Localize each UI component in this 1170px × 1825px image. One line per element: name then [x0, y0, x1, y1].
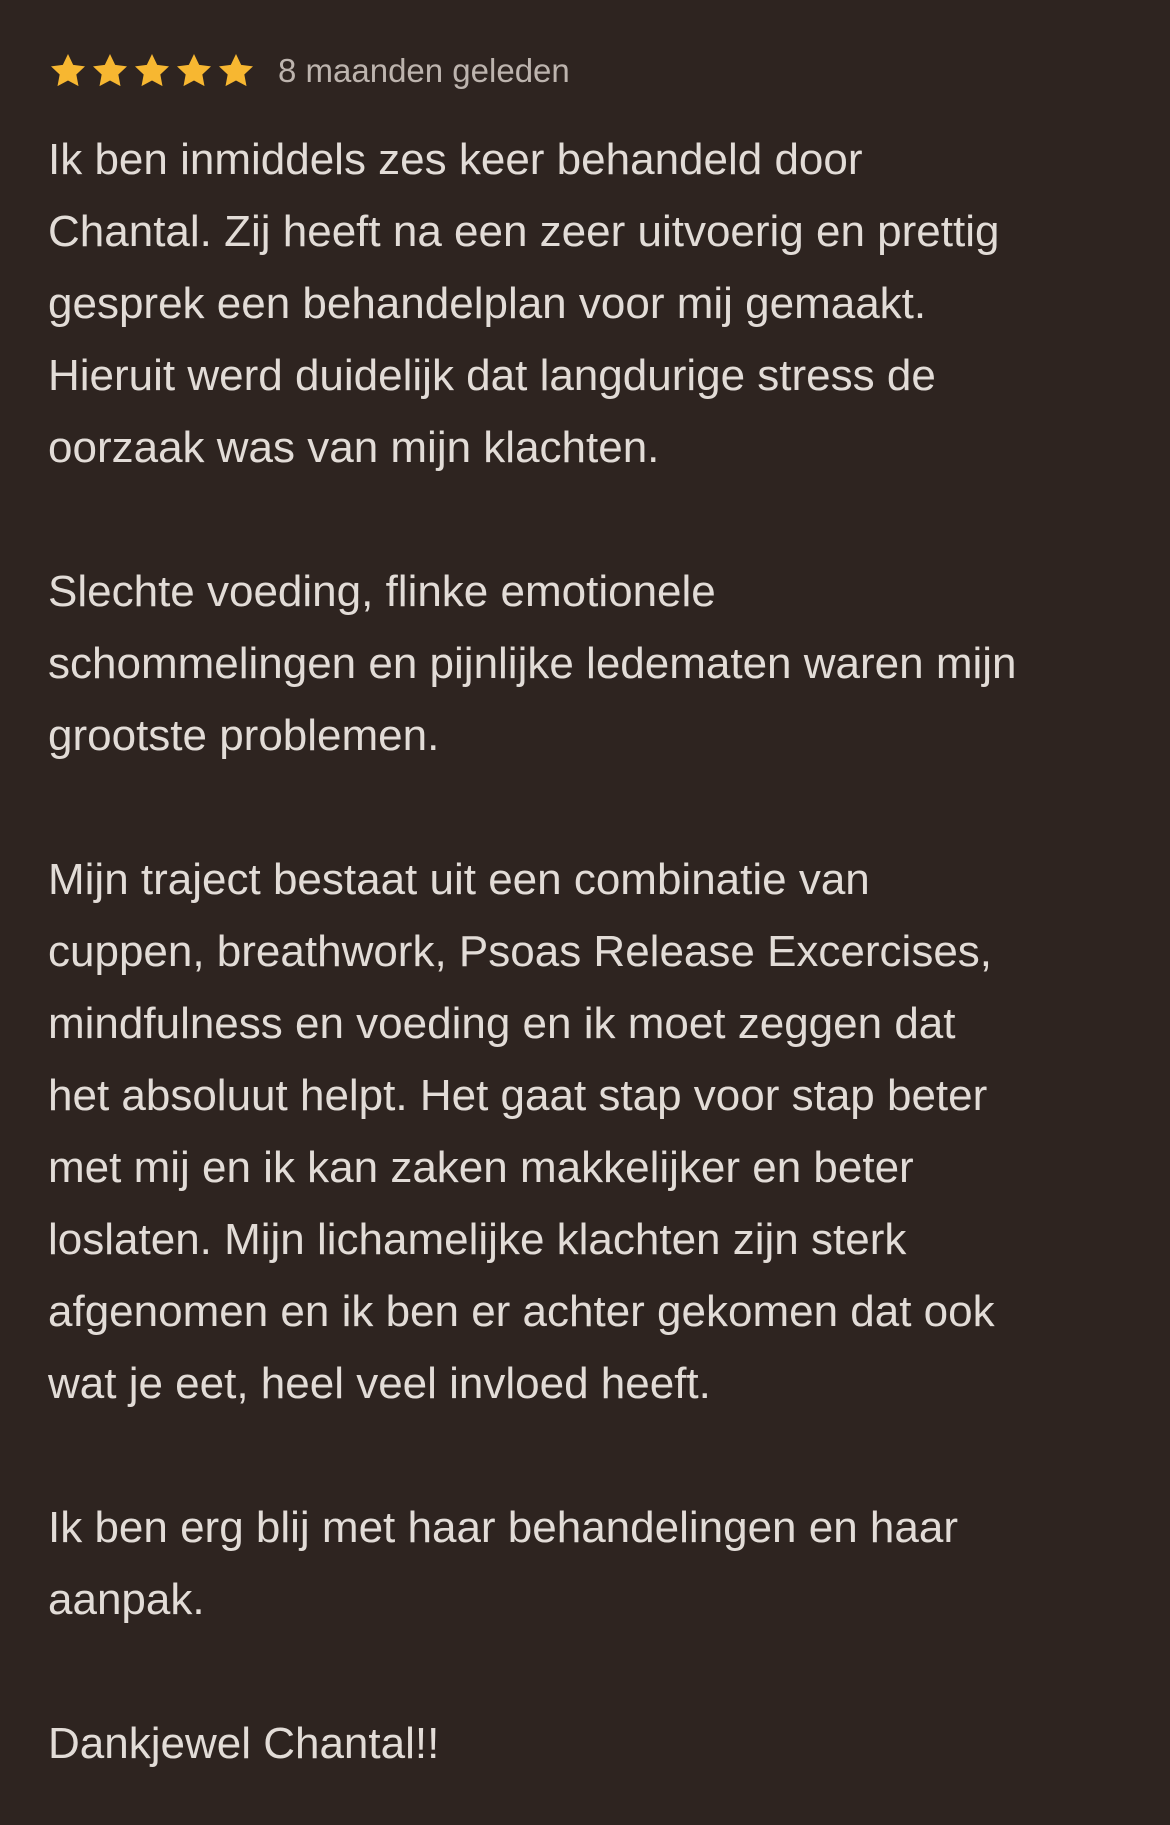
star-icon [90, 51, 130, 91]
star-icon [132, 51, 172, 91]
review-paragraph: Ik ben inmiddels zes keer behandeld door Chantal. Zij heeft na een zeer uitvoerig en prettig gesprek een behandelplan voor mij gemaakt. Hieruit werd duidelijk dat langdurige stress de oorzaak was van mijn klachten. [48, 135, 1000, 472]
review-paragraph: Mijn traject bestaat uit een combinatie van cuppen, breathwork, Psoas Release Excercises, mindfulness en voeding en ik moet zeggen dat het absoluut helpt. Het gaat stap voor stap beter met mij en ik kan zaken makkelijker en beter loslaten. Mijn lichamelijke klachten zijn sterk afgenomen en ik ben er achter gekomen dat ook wat je eet, heel veel invloed heeft. [48, 855, 995, 1408]
star-icon [48, 51, 88, 91]
star-icon [216, 51, 256, 91]
review-paragraph: Ik ben erg blij met haar behandelingen en haar aanpak. [48, 1503, 958, 1624]
star-icon [174, 51, 214, 91]
review-paragraph: Slechte voeding, flinke emotionele schommelingen en pijnlijke ledematen waren mijn grootste problemen. [48, 567, 1017, 760]
review-timestamp: 8 maanden geleden [278, 52, 570, 89]
star-rating [48, 51, 256, 91]
review-header [48, 50, 1122, 92]
review-text [48, 124, 1122, 1780]
review-paragraph: Dankjewel Chantal!! [48, 1719, 440, 1768]
